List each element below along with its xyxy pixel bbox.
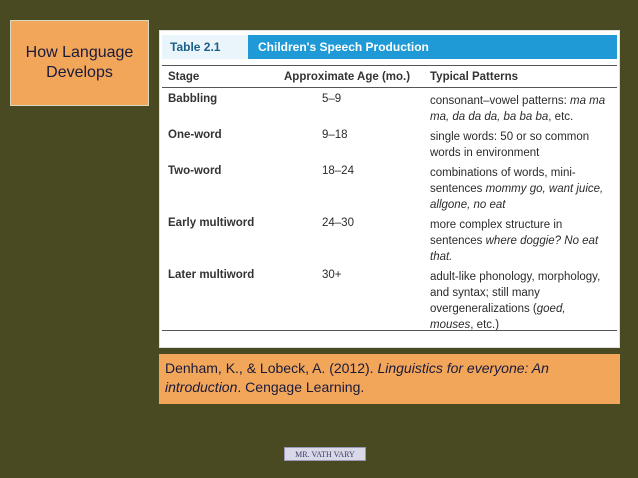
age-cell: 18–24 [322, 165, 354, 177]
table-grid [162, 65, 617, 331]
pattern-text: more complex structure in sentences [430, 219, 563, 247]
header-age: Approximate Age (mo.) [284, 70, 411, 83]
table-row [162, 264, 617, 330]
footer-author-badge: MR. VATH VARY [284, 447, 366, 461]
pattern-text: consonant–vowel patterns: [430, 95, 571, 107]
stage-cell: One-word [168, 129, 222, 141]
pattern-cell [430, 93, 617, 124]
pattern-cell [430, 269, 617, 330]
stage-cell: Two-word [168, 165, 222, 177]
pattern-tail: , etc. [548, 111, 574, 123]
pattern-text: adult-like phonology, morphology, and syntax; still many overgeneralizations ( [430, 271, 601, 315]
table-header-row [162, 66, 617, 88]
age-cell: 24–30 [322, 217, 354, 229]
pattern-example: ma ma ma, da da da, ba ba ba [430, 95, 606, 123]
header-stage: Stage [168, 70, 200, 83]
pattern-cell [430, 217, 617, 264]
table-row [162, 88, 617, 124]
speech-production-table [159, 30, 620, 348]
reference-authors: Denham, K., & Lobeck, A. (2012). [165, 360, 378, 376]
header-patterns: Typical Patterns [430, 70, 518, 83]
slide-title: How Language Develops [10, 20, 149, 106]
stage-cell: Early multiword [168, 217, 255, 229]
pattern-tail: , etc.) [470, 319, 500, 331]
table-row [162, 212, 617, 264]
table-label: Table 2.1 [162, 35, 248, 59]
pattern-cell [430, 129, 617, 160]
pattern-text: single words: 50 or so common words in environment [430, 131, 590, 159]
stage-cell: Babbling [168, 93, 218, 105]
pattern-example: goed, mouses [430, 303, 566, 331]
age-cell: 30+ [322, 269, 342, 281]
age-cell: 5–9 [322, 93, 342, 105]
table-row [162, 124, 617, 160]
reference-book-title: Linguistics for everyone: An introduction [165, 360, 549, 395]
table-title: Children's Speech Production [258, 40, 429, 54]
pattern-text: combinations of words, mini-sentences [430, 167, 576, 195]
reference-citation [159, 354, 620, 404]
age-cell: 9–18 [322, 129, 348, 141]
pattern-example: where doggie? No eat that. [430, 235, 599, 263]
pattern-cell [430, 165, 617, 212]
pattern-example: mommy go, want juice, allgone, no eat [430, 183, 604, 211]
reference-publisher: . Cengage Learning. [237, 379, 365, 395]
table-row [162, 160, 617, 212]
table-caption-bar [162, 35, 617, 59]
stage-cell: Later multiword [168, 269, 255, 281]
